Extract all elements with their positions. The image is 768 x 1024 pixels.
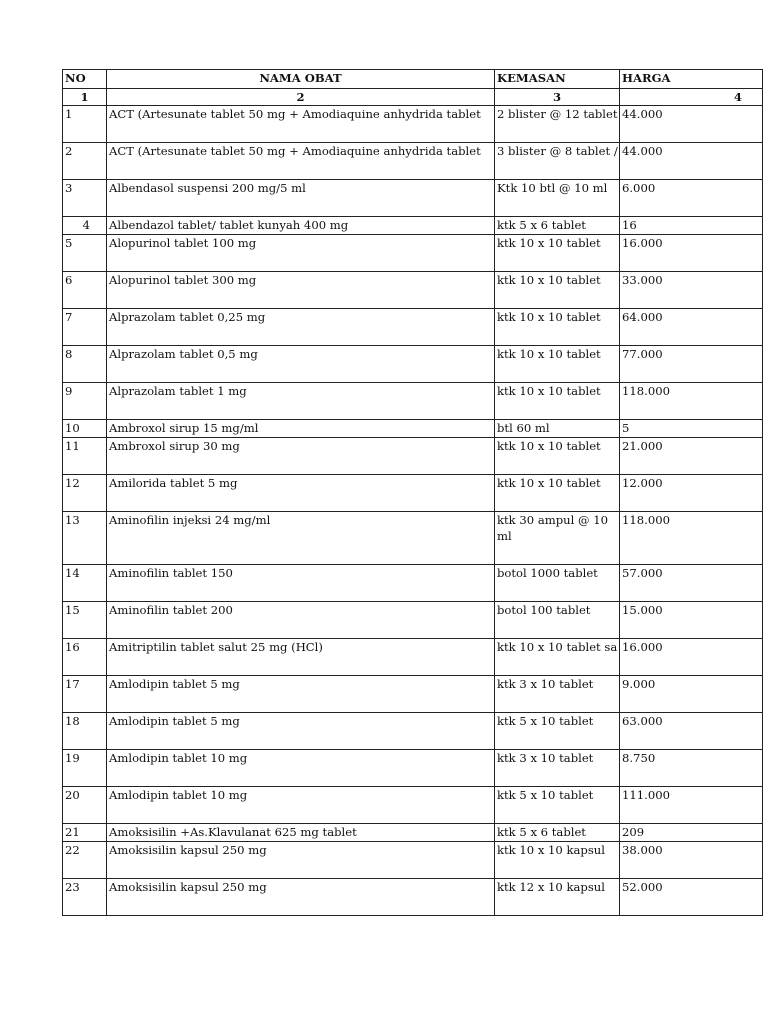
drug-name: Alprazolam tablet 0,25 mg <box>107 309 495 346</box>
drug-name: Amoksisilin +As.Klavulanat 625 mg tablet <box>107 824 495 842</box>
header-nama-obat: NAMA OBAT <box>107 70 495 89</box>
drug-name: Amitriptilin tablet salut 25 mg (HCl) <box>107 639 495 676</box>
row-number: 13 <box>63 512 107 565</box>
drug-name: Alopurinol tablet 100 mg <box>107 235 495 272</box>
table-row <box>63 309 763 346</box>
drug-name: Amlodipin tablet 5 mg <box>107 676 495 713</box>
price: 5 <box>620 420 763 438</box>
price: 63.000 <box>620 713 763 750</box>
table-row <box>63 750 763 787</box>
packaging: ktk 5 x 10 tablet <box>495 787 620 824</box>
column-number-name: 2 <box>107 89 495 106</box>
table-row <box>63 180 763 217</box>
column-number-price: 4 <box>620 89 763 106</box>
packaging: btl 60 ml <box>495 420 620 438</box>
table-body <box>63 106 763 916</box>
packaging: ktk 10 x 10 tablet <box>495 309 620 346</box>
table-row <box>63 217 763 235</box>
packaging: ktk 10 x 10 tablet <box>495 383 620 420</box>
price: 16.000 <box>620 235 763 272</box>
packaging: Ktk 10 btl @ 10 ml <box>495 180 620 217</box>
packaging: ktk 3 x 10 tablet <box>495 750 620 787</box>
table-row <box>63 106 763 143</box>
row-number: 22 <box>63 842 107 879</box>
drug-name: Amlodipin tablet 10 mg <box>107 787 495 824</box>
column-number-pack: 3 <box>495 89 620 106</box>
table-row <box>63 346 763 383</box>
row-number: 6 <box>63 272 107 309</box>
drug-name: Alprazolam tablet 0,5 mg <box>107 346 495 383</box>
price: 8.750 <box>620 750 763 787</box>
packaging: ktk 12 x 10 kapsul <box>495 879 620 916</box>
packaging: ktk 3 x 10 tablet <box>495 676 620 713</box>
table-row <box>63 565 763 602</box>
table-row <box>63 512 763 565</box>
row-number: 10 <box>63 420 107 438</box>
drug-name: Amlodipin tablet 5 mg <box>107 713 495 750</box>
table-row <box>63 383 763 420</box>
price: 118.000 <box>620 512 763 565</box>
packaging: 2 blister @ 12 tablet <box>495 106 620 143</box>
price: 12.000 <box>620 475 763 512</box>
table-row <box>63 272 763 309</box>
packaging: 3 blister @ 8 tablet / <box>495 143 620 180</box>
price: 57.000 <box>620 565 763 602</box>
row-number: 4 <box>63 217 107 235</box>
packaging: ktk 5 x 6 tablet <box>495 824 620 842</box>
packaging: ktk 10 x 10 tablet <box>495 272 620 309</box>
price: 6.000 <box>620 180 763 217</box>
drug-name: Ambroxol sirup 15 mg/ml <box>107 420 495 438</box>
price: 44.000 <box>620 106 763 143</box>
table-row <box>63 639 763 676</box>
table-row <box>63 787 763 824</box>
drug-name: Albendazol tablet/ tablet kunyah 400 mg <box>107 217 495 235</box>
row-number: 23 <box>63 879 107 916</box>
row-number: 14 <box>63 565 107 602</box>
packaging: ktk 10 x 10 tablet <box>495 475 620 512</box>
price: 111.000 <box>620 787 763 824</box>
drug-name: ACT (Artesunate tablet 50 mg + Amodiaquine anhydrida tablet <box>107 106 495 143</box>
column-number-no: 1 <box>63 89 107 106</box>
drug-name: ACT (Artesunate tablet 50 mg + Amodiaquine anhydrida tablet <box>107 143 495 180</box>
price: 16.000 <box>620 639 763 676</box>
price: 44.000 <box>620 143 763 180</box>
table-row <box>63 475 763 512</box>
header-row <box>63 70 763 89</box>
table-row <box>63 235 763 272</box>
drug-name: Amlodipin tablet 10 mg <box>107 750 495 787</box>
drug-name: Amoksisilin kapsul 250 mg <box>107 879 495 916</box>
drug-name: Amilorida tablet 5 mg <box>107 475 495 512</box>
price: 38.000 <box>620 842 763 879</box>
price: 16 <box>620 217 763 235</box>
drug-name: Aminofilin tablet 200 <box>107 602 495 639</box>
table-row <box>63 824 763 842</box>
row-number: 20 <box>63 787 107 824</box>
table-row <box>63 713 763 750</box>
packaging: botol 1000 tablet <box>495 565 620 602</box>
row-number: 2 <box>63 143 107 180</box>
packaging: ktk 10 x 10 tablet sa <box>495 639 620 676</box>
price: 52.000 <box>620 879 763 916</box>
drug-name: Alopurinol tablet 300 mg <box>107 272 495 309</box>
price: 21.000 <box>620 438 763 475</box>
table-row <box>63 676 763 713</box>
row-number: 11 <box>63 438 107 475</box>
drug-name: Albendasol suspensi 200 mg/5 ml <box>107 180 495 217</box>
packaging: ktk 5 x 10 tablet <box>495 713 620 750</box>
row-number: 12 <box>63 475 107 512</box>
packaging: ktk 10 x 10 kapsul <box>495 842 620 879</box>
drug-price-table <box>62 69 763 916</box>
price: 118.000 <box>620 383 763 420</box>
row-number: 15 <box>63 602 107 639</box>
drug-name: Aminofilin injeksi 24 mg/ml <box>107 512 495 565</box>
table-row <box>63 602 763 639</box>
header-no: NO <box>63 70 107 89</box>
packaging: ktk 10 x 10 tablet <box>495 235 620 272</box>
row-number: 1 <box>63 106 107 143</box>
row-number: 21 <box>63 824 107 842</box>
table-row <box>63 420 763 438</box>
price: 64.000 <box>620 309 763 346</box>
price: 15.000 <box>620 602 763 639</box>
row-number: 8 <box>63 346 107 383</box>
header-kemasan: KEMASAN <box>495 70 620 89</box>
table-row <box>63 842 763 879</box>
packaging: ktk 10 x 10 tablet <box>495 346 620 383</box>
row-number: 19 <box>63 750 107 787</box>
table-row <box>63 879 763 916</box>
price: 9.000 <box>620 676 763 713</box>
row-number: 17 <box>63 676 107 713</box>
row-number: 16 <box>63 639 107 676</box>
drug-name: Alprazolam tablet 1 mg <box>107 383 495 420</box>
packaging: ktk 5 x 6 tablet <box>495 217 620 235</box>
header-harga: HARGA <box>620 70 763 89</box>
row-number: 18 <box>63 713 107 750</box>
table-viewport <box>62 69 742 929</box>
price: 33.000 <box>620 272 763 309</box>
packaging: ktk 30 ampul @ 10 ml <box>495 512 620 565</box>
row-number: 7 <box>63 309 107 346</box>
drug-name: Amoksisilin kapsul 250 mg <box>107 842 495 879</box>
packaging: ktk 10 x 10 tablet <box>495 438 620 475</box>
price: 209 <box>620 824 763 842</box>
table-row <box>63 143 763 180</box>
row-number: 9 <box>63 383 107 420</box>
packaging: botol 100 tablet <box>495 602 620 639</box>
price: 77.000 <box>620 346 763 383</box>
drug-name: Ambroxol sirup 30 mg <box>107 438 495 475</box>
drug-name: Aminofilin tablet 150 <box>107 565 495 602</box>
table-row <box>63 438 763 475</box>
row-number: 3 <box>63 180 107 217</box>
row-number: 5 <box>63 235 107 272</box>
column-number-row <box>63 89 763 106</box>
